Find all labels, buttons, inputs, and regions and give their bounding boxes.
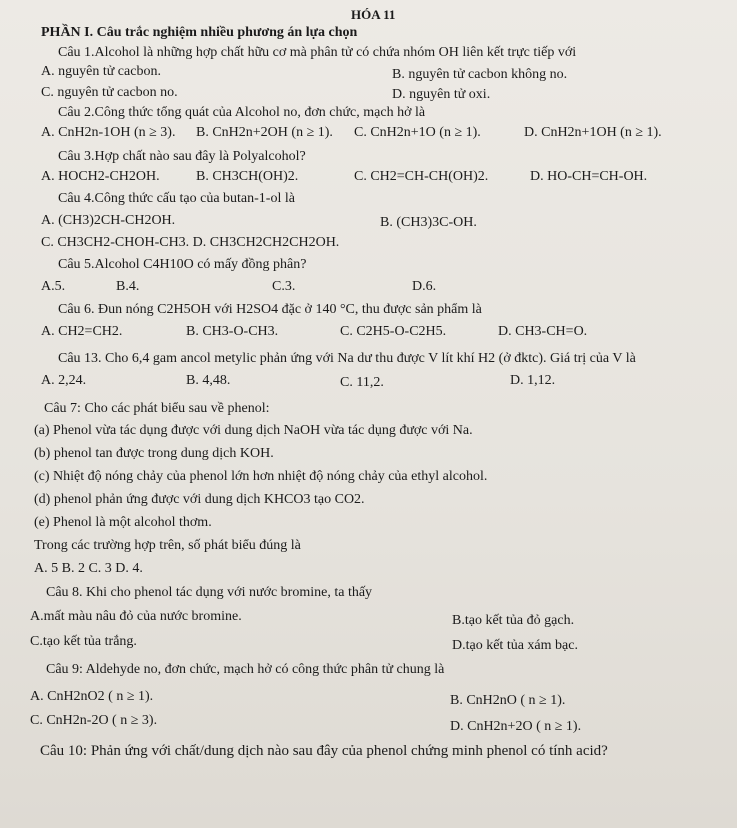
question-6-option-d: D. CH3-CH=O. (498, 324, 588, 339)
question-2-option-b: B. CnH2n+2OH (n ≥ 1). (196, 125, 333, 140)
question-4-options-c-d: C. CH3CH2-CHOH-CH3. D. CH3CH2CH2CH2OH. (41, 235, 340, 250)
question-9-option-b: B. CnH2nO ( n ≥ 1). (450, 693, 566, 708)
question-3-option-c: C. CH2=CH-CH(OH)2. (354, 169, 489, 184)
question-9-option-c: C. CnH2n-2O ( n ≥ 3). (30, 713, 158, 728)
question-2-option-a: A. CnH2n-1OH (n ≥ 3). (41, 125, 176, 140)
question-8-option-d: D.tạo kết tủa xám bạc. (452, 638, 578, 653)
question-5-stem: Câu 5.Alcohol C4H10O có mấy đồng phân? (58, 257, 307, 272)
question-5-option-d: D.6. (412, 279, 437, 294)
question-4-stem: Câu 4.Công thức cấu tạo của butan-1-ol là (58, 191, 295, 206)
question-6-option-a: A. CH2=CH2. (41, 324, 123, 339)
question-7-statement-d: (d) phenol phản ứng được với dung dịch KHCO3 tạo CO2. (34, 492, 365, 507)
question-1-option-b: B. nguyên tử cacbon không no. (392, 67, 568, 82)
question-1-stem: Câu 1.Alcohol là những hợp chất hữu cơ mà phân tử có chứa nhóm OH liên kết trực tiếp với (58, 45, 577, 60)
question-6-option-b: B. CH3-O-CH3. (186, 324, 279, 339)
subject-header: HÓA 11 (351, 7, 396, 22)
question-6-stem: Câu 6. Đun nóng C2H5OH với H2SO4 đặc ở 140 °C, thu được sản phẩm là (58, 302, 482, 317)
question-1-option-a: A. nguyên tử cacbon. (41, 64, 161, 79)
question-10-stem: Câu 10: Phản ứng với chất/dung dịch nào sau đây của phenol chứng minh phenol có tính acid? (40, 743, 608, 759)
question-7-statement-b: (b) phenol tan được trong dung dịch KOH. (34, 446, 274, 461)
question-9-stem: Câu 9: Aldehyde no, đơn chức, mạch hở có công thức phân tử chung là (46, 662, 445, 677)
question-4-option-a: A. (CH3)2CH-CH2OH. (41, 213, 176, 228)
question-7-statement-c: (c) Nhiệt độ nóng chảy của phenol lớn hơn nhiệt độ nóng chảy của ethyl alcohol. (34, 469, 488, 484)
part-title: PHẦN I. Câu trắc nghiệm nhiều phương án lựa chọn (41, 25, 358, 40)
question-1-option-c: C. nguyên tử cacbon no. (41, 85, 178, 100)
question-3-option-b: B. CH3CH(OH)2. (196, 169, 299, 184)
question-8-option-c: C.tạo kết tủa trắng. (30, 634, 137, 649)
question-5-option-b: B.4. (116, 279, 140, 294)
question-8-stem: Câu 8. Khi cho phenol tác dụng với nước bromine, ta thấy (46, 585, 373, 600)
question-8-option-b: B.tạo kết tủa đỏ gạch. (452, 613, 575, 628)
question-9-option-d: D. CnH2n+2O ( n ≥ 1). (450, 719, 582, 734)
question-13-stem: Câu 13. Cho 6,4 gam ancol metylic phản ứng với Na dư thu được V lít khí H2 (ở đktc). Giá trị của V là (58, 351, 636, 366)
question-3-stem: Câu 3.Hợp chất nào sau đây là Polyalcohol? (58, 149, 306, 164)
question-7-statement-e: (e) Phenol là một alcohol thơm. (34, 515, 212, 530)
question-3-option-d: D. HO-CH=CH-OH. (530, 169, 648, 184)
question-2-option-d: D. CnH2n+1OH (n ≥ 1). (524, 125, 662, 140)
question-4-option-b: B. (CH3)3C-OH. (380, 215, 477, 230)
question-7-question: Trong các trường hợp trên, số phát biểu đúng là (34, 538, 301, 553)
question-3-option-a: A. HOCH2-CH2OH. (41, 169, 160, 184)
question-6-option-c: C. C2H5-O-C2H5. (340, 324, 447, 339)
question-13-option-d: D. 1,12. (510, 373, 556, 388)
question-7-options: A. 5 B. 2 C. 3 D. 4. (34, 561, 143, 576)
question-9-option-a: A. CnH2nO2 ( n ≥ 1). (30, 689, 154, 704)
question-2-option-c: C. CnH2n+1O (n ≥ 1). (354, 125, 481, 140)
question-2-stem: Câu 2.Công thức tổng quát của Alcohol no, đơn chức, mạch hở là (58, 105, 426, 120)
question-5-option-a: A.5. (41, 279, 66, 294)
question-13-option-c: C. 11,2. (340, 375, 384, 390)
question-1-option-d: D. nguyên tử oxi. (392, 87, 491, 102)
question-13-option-a: A. 2,24. (41, 373, 87, 388)
question-5-option-c: C.3. (272, 279, 296, 294)
question-7-statement-a: (a) Phenol vừa tác dụng được với dung dịch NaOH vừa tác dụng được với Na. (34, 423, 473, 438)
question-13-option-b: B. 4,48. (186, 373, 231, 388)
question-8-option-a: A.mất màu nâu đỏ của nước bromine. (30, 609, 242, 624)
question-7-stem: Câu 7: Cho các phát biểu sau về phenol: (44, 401, 270, 416)
